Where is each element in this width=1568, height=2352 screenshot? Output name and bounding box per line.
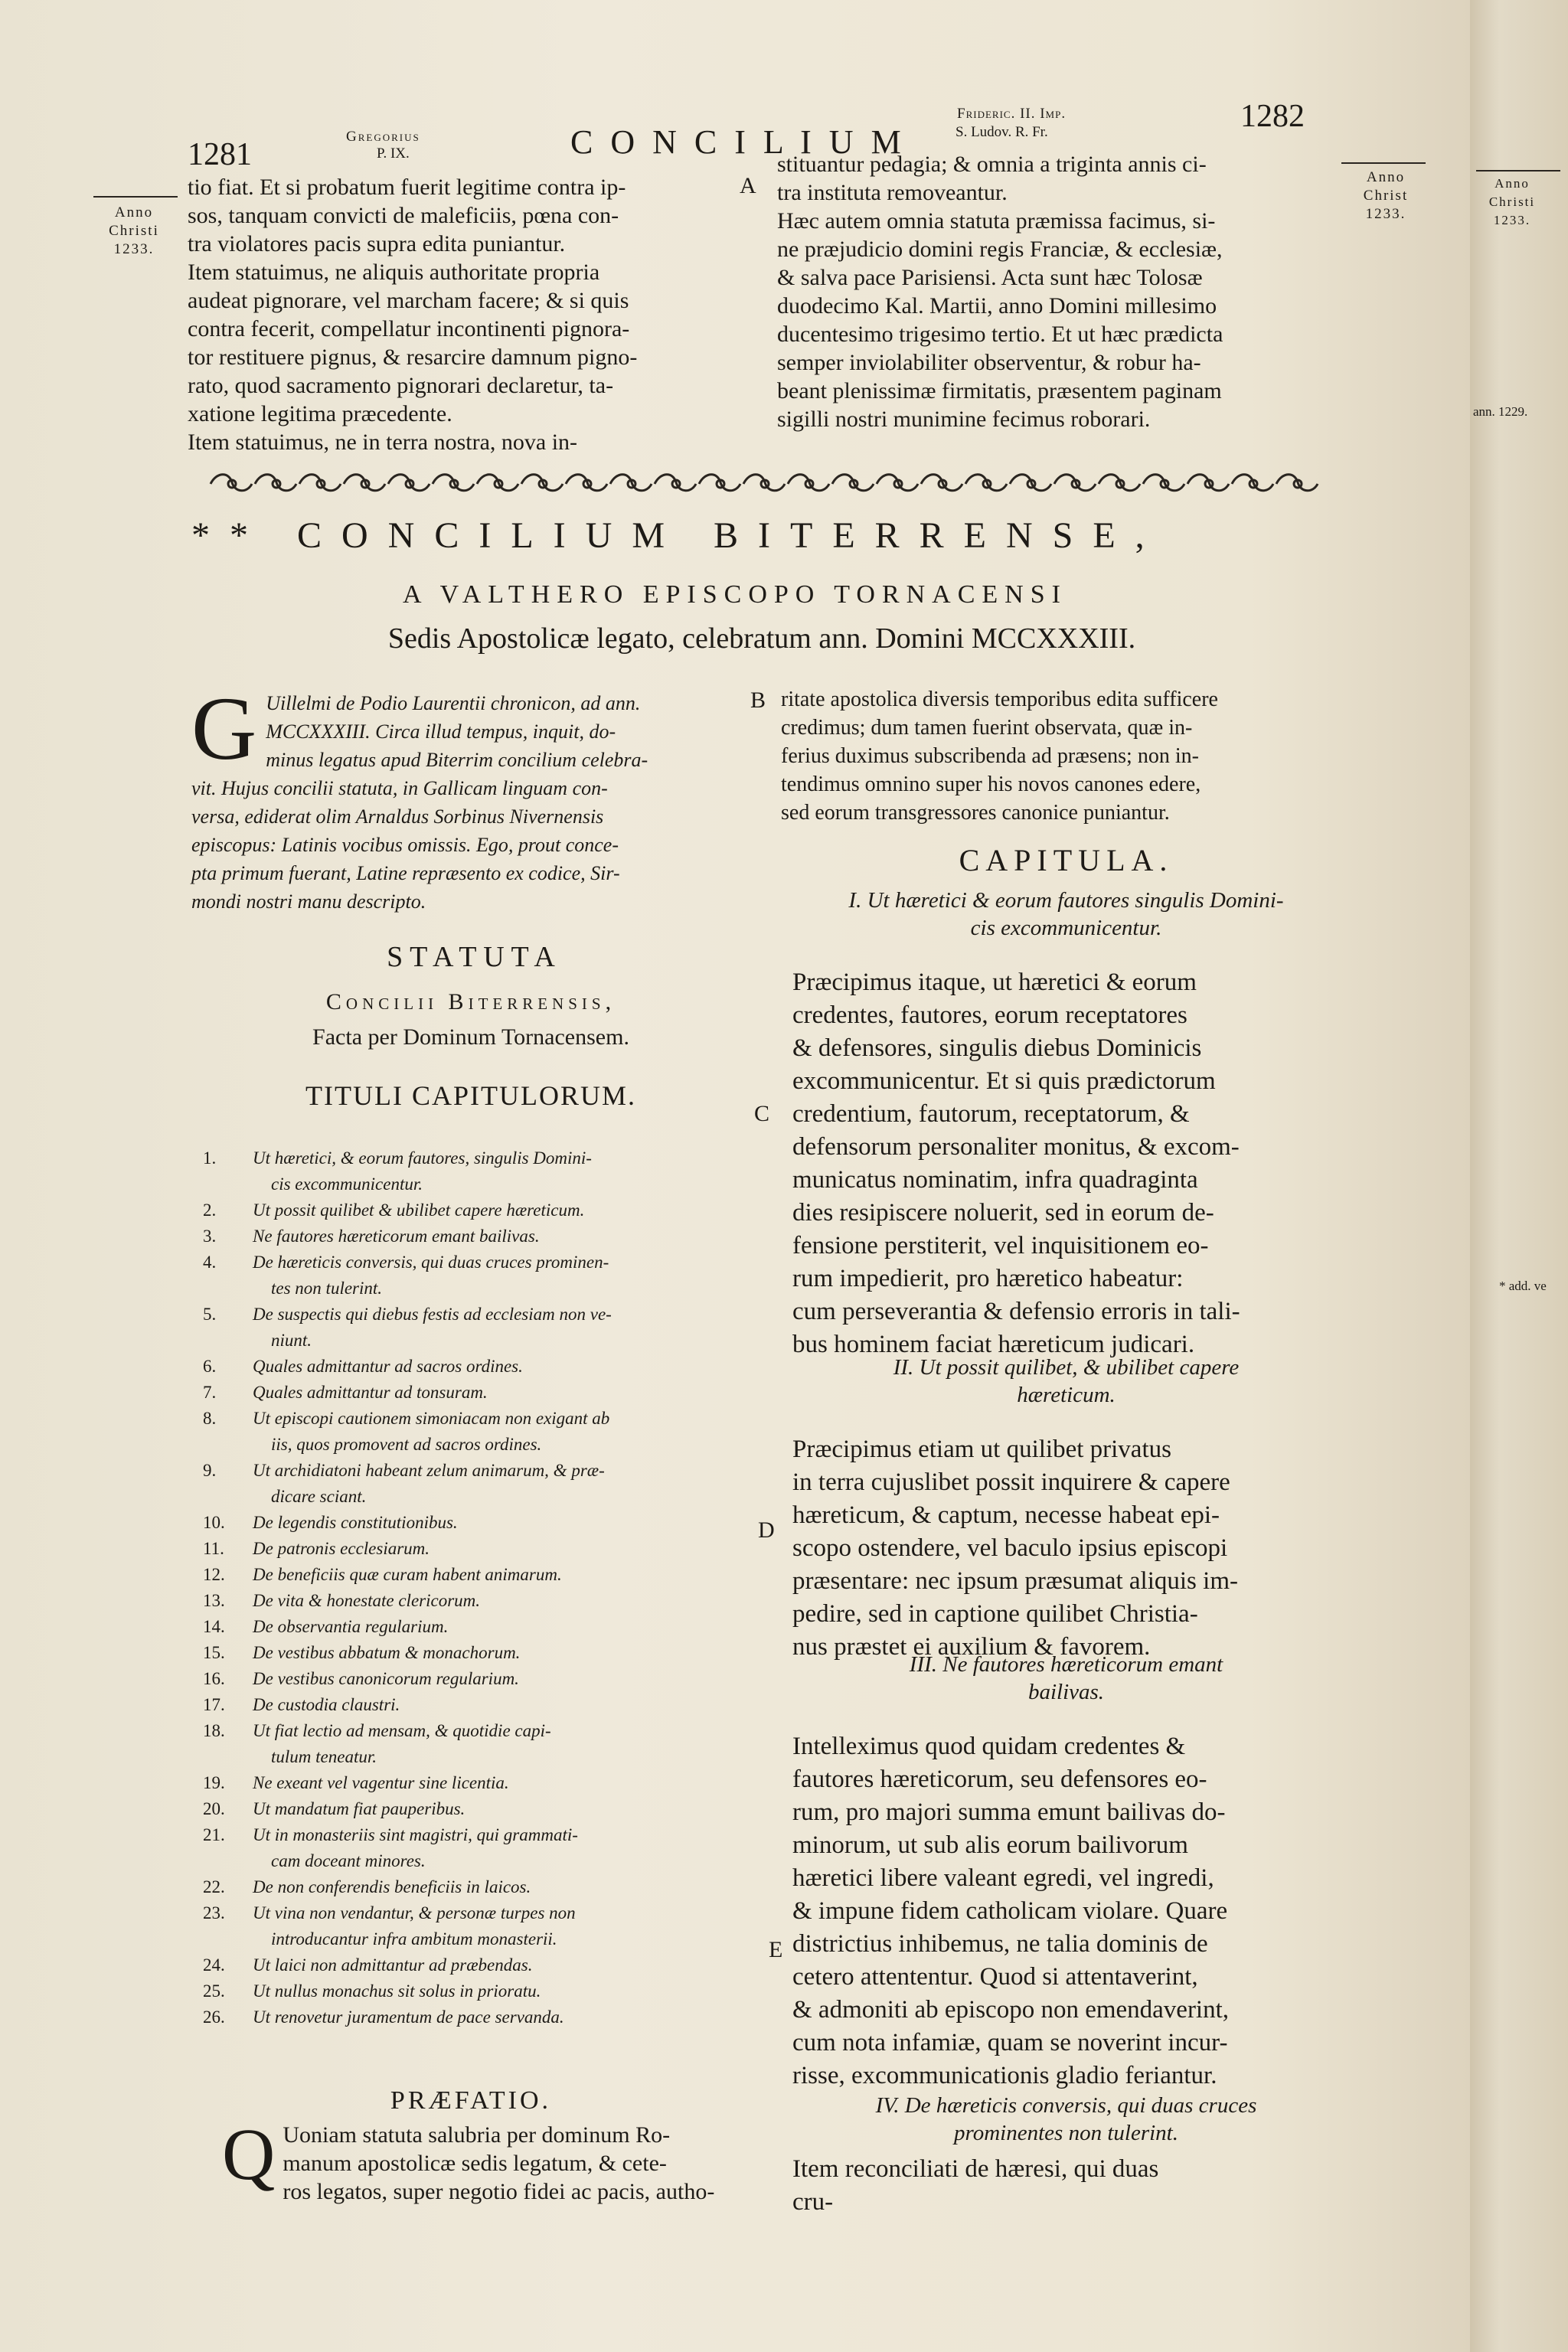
text-line: ros legatos, super negotio fidei ac pacis, autho- — [283, 2179, 715, 2204]
running-head-left-bottom: P. IX. — [377, 145, 410, 162]
text-line: Item statuimus, ne in terra nostra, nova in- — [188, 430, 578, 455]
toc-entry — [203, 1562, 771, 1588]
section-letter-e: E — [769, 1937, 783, 1962]
toc-text: De vestibus abbatum & monachorum. — [253, 1643, 521, 1662]
margin-anno-left — [77, 204, 191, 259]
toc-number: 8. — [203, 1409, 217, 1428]
toc-text: Quales admittantur ad sacros ordines. — [253, 1357, 523, 1376]
text-line: cum perseverantia & defensio erroris in tali- — [792, 1298, 1240, 1325]
toc-text: De hæreticis conversis, qui duas cruces prominen- — [253, 1253, 609, 1272]
toc-entry — [203, 1848, 771, 1874]
toc-number: 4. — [203, 1253, 217, 1272]
text-line: scopo ostendere, vel baculo ipsius episcopi — [792, 1534, 1228, 1562]
next-christi-label: Christi — [1488, 194, 1536, 209]
toc-number: 26. — [203, 2007, 225, 2027]
intro-dropcap: G — [191, 678, 257, 779]
running-head-right-bottom: S. Ludov. R. Fr. — [956, 124, 1048, 140]
text-line: Item statuimus, ne aliquis authoritate propria — [188, 260, 600, 285]
ornamental-band — [203, 469, 1328, 499]
text-line: Uoniam statuta salubria per dominum Ro- — [283, 2122, 671, 2148]
toc-entry — [203, 1406, 771, 1432]
top-right-column — [777, 150, 1351, 433]
margin-rule-left — [93, 196, 178, 198]
text-line: municatus nominatim, infra quadraginta — [792, 1166, 1198, 1194]
text-line: tendimus omnino super his novos canones edere, — [781, 773, 1201, 796]
toc-text: Ne fautores hæreticorum emant bailivas. — [253, 1227, 540, 1246]
chapter-title-line: II. Ut possit quilibet, & ubilibet capere — [893, 1355, 1240, 1380]
toc-number: 6. — [203, 1357, 217, 1376]
running-title: C O N C I L I U M — [570, 123, 906, 161]
toc-text: De vestibus canonicorum regularium. — [253, 1669, 519, 1688]
toc-number: 15. — [203, 1643, 225, 1662]
text-line: Intelleximus quod quidam credentes & — [792, 1733, 1186, 1760]
chapter-title-line: bailivas. — [1027, 1680, 1105, 1704]
text-line: & defensores, singulis diebus Dominicis — [792, 1034, 1202, 1062]
text-line: credentium, fautorum, receptatorum, & — [792, 1100, 1190, 1128]
capitula-heading: CAPITULA. — [959, 843, 1174, 877]
toc-entry — [203, 1302, 771, 1328]
chapter-4-title — [781, 2092, 1351, 2147]
toc-number — [203, 1171, 253, 1197]
toc-text: Ut nullus monachus sit solus in prioratu. — [253, 1981, 541, 2001]
margin-christi-label: Christi — [109, 223, 159, 239]
toc-text: tes non tulerint. — [271, 1279, 383, 1298]
text-line: nus præstet ei auxilium & favorem. — [792, 1633, 1151, 1661]
next-year-label: 1233. — [1493, 213, 1531, 227]
text-line: contra fecerit, compellatur incontinenti pignora- — [188, 316, 630, 341]
toc-entry — [203, 1822, 771, 1848]
margin-christi-label: Christ — [1363, 188, 1409, 204]
text-line: mondi nostri manu descripto. — [191, 890, 426, 913]
chapter-1-title — [781, 887, 1351, 942]
text-line: rum, pro majori summa emunt bailivas do- — [792, 1798, 1226, 1826]
text-line: defensorum personaliter monitus, & excom- — [792, 1133, 1240, 1161]
toc-number: 13. — [203, 1591, 225, 1610]
toc-text: Ut episcopi cautionem simoniacam non exigant ab — [253, 1409, 610, 1428]
next-anno-label: Anno — [1494, 176, 1530, 191]
text-line: ritate apostolica diversis temporibus edita sufficere — [781, 688, 1218, 711]
toc-number: 19. — [203, 1773, 225, 1792]
page-number-left: 1281 — [188, 137, 252, 172]
text-line: rum impedierit, pro hæretico habeatur: — [792, 1265, 1184, 1292]
text-line: sigilli nostri munimine fecimus roborari. — [777, 407, 1151, 432]
section-letter-c: C — [754, 1101, 770, 1126]
toc-number: 1. — [203, 1148, 217, 1168]
toc-text: Ut hæretici, & eorum fautores, singulis Domini- — [253, 1148, 592, 1168]
next-page-edge — [1470, 0, 1568, 2352]
toc-entry — [203, 1744, 771, 1770]
text-line: stituantur pedagia; & omnia a triginta annis ci- — [777, 152, 1207, 177]
text-line: vit. Hujus concilii statuta, in Gallicam linguam con- — [191, 777, 608, 799]
margin-anno-label: Anno — [1366, 169, 1406, 185]
chapter-title-line: hæreticum. — [1017, 1383, 1116, 1407]
toc-entry — [203, 1692, 771, 1718]
text-line: credentes, fautores, eorum receptatores — [792, 1001, 1187, 1029]
toc-number — [203, 1848, 253, 1874]
margin-year-label: 1233. — [1365, 206, 1406, 222]
toc-entry — [203, 1276, 771, 1302]
toc-text: Ut vina non vendantur, & personæ turpes non — [253, 1903, 576, 1922]
toc-entry — [203, 1432, 771, 1458]
toc-text: Ne exeant vel vagentur sine licentia. — [253, 1773, 509, 1792]
toc-number: 10. — [203, 1513, 225, 1532]
toc-text: Ut in monasteriis sint magistri, qui grammati- — [253, 1825, 578, 1844]
chapter-4-text — [792, 2153, 1355, 2219]
toc-text: De patronis ecclesiarum. — [253, 1539, 430, 1558]
intro-paragraph — [191, 678, 750, 916]
toc-entry — [203, 1458, 771, 1484]
text-line: sos, tanquam convicti de maleficiis, pœna con- — [188, 203, 619, 228]
text-line: tio fiat. Et si probatum fuerit legitime contra ip- — [188, 175, 626, 200]
section-letter-d: D — [758, 1517, 775, 1543]
toc-entry — [203, 1484, 771, 1510]
toc-number: 9. — [203, 1461, 217, 1480]
text-line: districtius inhibemus, ne talia dominis de — [792, 1930, 1208, 1958]
toc-number: 5. — [203, 1305, 217, 1324]
toc-text: De beneficiis quæ curam habent animarum. — [253, 1565, 562, 1584]
right-column-intro — [781, 685, 1351, 827]
toc-text: De vita & honestate clericorum. — [253, 1591, 481, 1610]
toc-entry — [203, 1510, 771, 1536]
text-line: xatione legitima præcedente. — [188, 401, 452, 426]
statuta-sub2: Facta per Dominum Tornacensem. — [312, 1024, 629, 1050]
toc-text: Ut renovetur juramentum de pace servanda. — [253, 2007, 564, 2027]
text-line: & admoniti ab episcopo non emendaverint, — [792, 1996, 1230, 2024]
toc-number: 22. — [203, 1877, 225, 1896]
toc-entry — [203, 1770, 771, 1796]
toc-entry — [203, 1536, 771, 1562]
text-line: Præcipimus etiam ut quilibet privatus — [792, 1436, 1171, 1463]
margin-year-label: 1233. — [113, 241, 155, 257]
toc-entry — [203, 1223, 771, 1250]
council-subtitle-2: Sedis Apostolicæ legato, celebratum ann. Domini MCCXXXIII. — [387, 622, 1136, 655]
text-line: cetero attententur. Quod si attentaverint, — [792, 1963, 1198, 1991]
praefatio-heading: PRÆFATIO. — [390, 2086, 552, 2115]
running-head-left-top: Gregorius — [346, 129, 420, 145]
toc-number — [203, 1276, 253, 1302]
chapter-3-text — [792, 1730, 1355, 2092]
chapter-3-title — [781, 1651, 1351, 1706]
margin-anno-label: Anno — [114, 204, 154, 220]
text-line: & salva pace Parisiensi. Acta sunt hæc Tolosæ — [777, 265, 1203, 290]
tituli-heading: TITULI CAPITULORUM. — [305, 1080, 636, 1111]
text-line: semper inviolabiliter observentur, & robur ha- — [777, 350, 1201, 375]
toc-text: De observantia regularium. — [253, 1617, 449, 1636]
council-title: ** CONCILIUM BITERRENSE, — [191, 515, 1165, 556]
text-line: sed eorum transgressores canonice puniantur. — [781, 801, 1170, 825]
council-subtitle: A VALTHERO EPISCOPO TORNACENSI — [403, 580, 1067, 609]
table-of-chapters — [203, 1145, 771, 2030]
toc-number: 3. — [203, 1227, 217, 1246]
toc-number: 17. — [203, 1695, 225, 1714]
toc-entry — [203, 2004, 771, 2030]
toc-text: tulum teneatur. — [271, 1747, 377, 1766]
toc-text: Ut fiat lectio ad mensam, & quotidie capi- — [253, 1721, 551, 1740]
toc-number — [203, 1328, 253, 1354]
toc-number: 7. — [203, 1383, 217, 1402]
text-line: rato, quod sacramento pignorari declaretur, ta- — [188, 373, 614, 398]
text-line: tor restituere pignus, & resarcire damnum pigno- — [188, 345, 638, 370]
running-head-right-top: Frideric. II. Imp. — [957, 106, 1067, 122]
toc-text: Ut laici non admittantur ad præbendas. — [253, 1955, 533, 1975]
chapter-title-line: prominentes non tulerint. — [954, 2121, 1178, 2145]
toc-entry — [203, 1640, 771, 1666]
text-line: hæreticum, & captum, necesse habeat epi- — [792, 1501, 1220, 1529]
chapter-title-line: I. Ut hæretici & eorum fautores singulis Domini- — [848, 888, 1284, 913]
toc-text: cis excommunicentur. — [271, 1174, 423, 1194]
toc-entry — [203, 1718, 771, 1744]
top-left-column — [188, 173, 746, 456]
toc-text: De non conferendis beneficiis in laicos. — [253, 1877, 531, 1896]
text-line: dies resipiscere noluerit, sed in eorum de- — [792, 1199, 1214, 1227]
toc-entry — [203, 1250, 771, 1276]
toc-text: Ut mandatum fiat pauperibus. — [253, 1799, 466, 1818]
toc-entry — [203, 1197, 771, 1223]
toc-number: 2. — [203, 1200, 217, 1220]
toc-text: introducantur infra ambitum monasterii. — [271, 1929, 557, 1949]
text-line: beant plenissimæ firmitatis, præsentem paginam — [777, 378, 1222, 403]
toc-number: 14. — [203, 1617, 225, 1636]
text-line: pta primum fuerant, Latine repræsento ex codice, Sir- — [191, 862, 620, 884]
text-line: duodecimo Kal. Martii, anno Domini millesimo — [777, 293, 1217, 318]
chapter-title-line: III. Ne fautores hæreticorum emant — [909, 1652, 1223, 1677]
page-number-right: 1282 — [1240, 99, 1305, 134]
toc-number: 23. — [203, 1903, 225, 1922]
toc-text: niunt. — [271, 1331, 312, 1350]
chapter-title-line: cis excommunicentur. — [970, 916, 1162, 940]
text-line: in terra cujuslibet possit inquirere & capere — [792, 1468, 1230, 1496]
text-line: & impune fidem catholicam violare. Quare — [792, 1897, 1228, 1925]
toc-entry — [203, 1588, 771, 1614]
toc-number: 24. — [203, 1955, 225, 1975]
text-line: minus legatus apud Biterrim concilium celebra- — [266, 749, 648, 771]
text-line: bus hominem faciat hæreticum judicari. — [792, 1331, 1195, 1358]
toc-text: dicare sciant. — [271, 1487, 367, 1506]
toc-text: De legendis constitutionibus. — [253, 1513, 458, 1532]
toc-text: iis, quos promovent ad sacros ordines. — [271, 1435, 542, 1454]
chapter-title-line: IV. De hæreticis conversis, qui duas cruces — [875, 2093, 1257, 2118]
text-line: fautores hæreticorum, seu defensores eo- — [792, 1766, 1207, 1793]
toc-number: 18. — [203, 1721, 225, 1740]
text-line: Hæc autem omnia statuta præmissa facimus, si- — [777, 208, 1216, 234]
praefatio-dropcap: Q — [222, 2113, 276, 2195]
toc-entry — [203, 1874, 771, 1900]
text-line: ducentesimo trigesimo tertio. Et ut hæc prædicta — [777, 322, 1223, 347]
text-line: cum nota infamiæ, quam se noverint incur- — [792, 2029, 1228, 2056]
toc-entry — [203, 1328, 771, 1354]
toc-number: 12. — [203, 1565, 225, 1584]
toc-entry — [203, 1952, 771, 1978]
toc-entry — [203, 1145, 771, 1171]
text-line: fensione perstiterit, vel inquisitionem eo- — [792, 1232, 1209, 1259]
toc-number: 25. — [203, 1981, 225, 2001]
toc-text: De custodia claustri. — [253, 1695, 400, 1714]
toc-number — [203, 1744, 253, 1770]
toc-text: Ut possit quilibet & ubilibet capere hæreticum. — [253, 1200, 585, 1220]
toc-number: 16. — [203, 1669, 225, 1688]
chapter-2-text — [792, 1433, 1355, 1664]
text-line: minorum, ut sub alis eorum bailivorum — [792, 1831, 1188, 1859]
text-line: credimus; dum tamen fuerint observata, quæ in- — [781, 716, 1193, 740]
section-letter-b: B — [750, 688, 766, 713]
next-page-note-mid: ann. 1229. — [1473, 404, 1528, 419]
text-line: Præcipimus itaque, ut hæretici & eorum — [792, 969, 1197, 996]
next-page-rule — [1476, 170, 1560, 172]
text-line: pedire, sed in captione quilibet Christia- — [792, 1600, 1198, 1628]
toc-text: Quales admittantur ad tonsuram. — [253, 1383, 488, 1402]
toc-number — [203, 1926, 253, 1952]
text-line: ne præjudicio domini regis Franciæ, & ecclesiæ, — [777, 237, 1223, 262]
toc-text: De suspectis qui diebus festis ad ecclesiam non ve- — [253, 1305, 612, 1324]
text-line: MCCXXXIII. Circa illud tempus, inquit, do- — [266, 720, 616, 743]
text-line: præsentare: nec ipsum præsumat aliquis im- — [792, 1567, 1238, 1595]
text-line: manum apostolicæ sedis legatum, & cete- — [283, 2151, 667, 2176]
margin-rule-right — [1341, 162, 1426, 164]
text-line: cru- — [792, 2188, 834, 2216]
toc-number: 11. — [203, 1539, 224, 1558]
text-line: Uillelmi de Podio Laurentii chronicon, ad ann. — [266, 692, 641, 714]
next-page-anno — [1470, 175, 1554, 230]
toc-number — [203, 1484, 253, 1510]
toc-entry — [203, 1796, 771, 1822]
toc-text: Ut archidiatoni habeant zelum animarum, & præ- — [253, 1461, 605, 1480]
text-line: ferius duximus subscribenda ad præsens; non in- — [781, 744, 1199, 768]
chapter-1-text — [792, 966, 1355, 1361]
text-line: audeat pignorare, vel marcham facere; & si quis — [188, 288, 629, 313]
text-line: hæretici libere valeant egredi, vel ingredi, — [792, 1864, 1214, 1892]
toc-text: cam doceant minores. — [271, 1851, 426, 1870]
toc-entry — [203, 1666, 771, 1692]
text-line: tra instituta removeantur. — [777, 180, 1008, 205]
statuta-heading: S T A T U T A — [387, 941, 555, 973]
toc-number: 20. — [203, 1799, 225, 1818]
toc-entry — [203, 1354, 771, 1380]
chapter-2-title — [781, 1354, 1351, 1409]
section-letter-a: A — [740, 173, 756, 198]
toc-entry — [203, 1171, 771, 1197]
text-line: tra violatores pacis supra edita puniantur. — [188, 231, 566, 256]
text-line: risse, excommunicationis gladio feriantur. — [792, 2062, 1217, 2089]
next-page-note-low: * add. ve — [1499, 1279, 1547, 1293]
toc-number — [203, 1432, 253, 1458]
toc-number: 21. — [203, 1825, 225, 1844]
toc-entry — [203, 1978, 771, 2004]
toc-entry — [203, 1380, 771, 1406]
praefatio-text — [222, 2113, 758, 2206]
statuta-sub: Concilii Biterrensis, — [325, 989, 616, 1014]
toc-entry — [203, 1614, 771, 1640]
toc-entry — [203, 1900, 771, 1926]
text-line: versa, ediderat olim Arnaldus Sorbinus Nivernensis — [191, 805, 604, 828]
text-line: excommunicentur. Et si quis prædictorum — [792, 1067, 1216, 1095]
toc-entry — [203, 1926, 771, 1952]
text-line: Item reconciliati de hæresi, qui duas — [792, 2155, 1159, 2183]
text-line: episcopus: Latinis vocibus omissis. Ego, prout conce- — [191, 834, 619, 856]
